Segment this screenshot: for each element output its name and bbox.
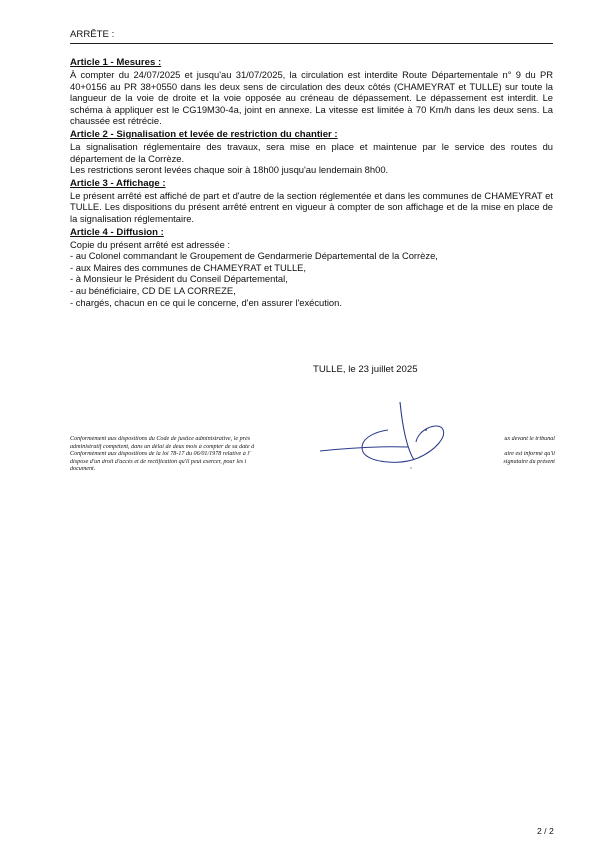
- article-2: [70, 129, 553, 176]
- legal-text: Conformément aux dispositions du Code de justice administrative, le prés: [70, 436, 251, 442]
- list-item: - aux Maires des communes de CHAMEYRAT et TULLE,: [70, 261, 307, 273]
- list-item: - au bénéficiaire, CD DE LA CORREZE,: [70, 284, 236, 296]
- list-item: - chargés, chacun en ce qui le concerne, d'en assurer l'exécution.: [70, 296, 342, 308]
- article-1: [70, 57, 553, 127]
- legal-text: Conformément aux dispositions de la loi 78-17 du 06/01/1978 relative à l': [70, 451, 251, 458]
- article-1-title: Article 1 - Mesures :: [70, 57, 162, 68]
- article-3: [70, 178, 553, 225]
- legal-text: aire est informé qu'il: [504, 451, 555, 458]
- legal-text: administratif compétent, dans un délai de deux mois à compter de sa date d: [70, 443, 255, 450]
- article-3-title: Article 3 - Affichage :: [70, 177, 166, 189]
- place-date: TULLE, le 23 juillet 2025: [313, 364, 418, 375]
- article-4: [70, 227, 553, 309]
- legal-text: document.: [70, 466, 96, 473]
- legal-text: signataire du présent: [503, 458, 555, 465]
- signature: [318, 392, 488, 477]
- article-4-title: Article 4 - Diffusion :: [70, 226, 164, 238]
- article-2-paragraph-2: Les restrictions seront levées chaque soir à 18h00 jusqu'au lendemain 8h00.: [70, 164, 389, 176]
- legal-text: dispose d'un droit d'accès et de rectification qu'il peut exercer, pour les i: [70, 458, 247, 465]
- distribution-list: [70, 250, 553, 308]
- header-title: ARRÊTE :: [70, 29, 115, 40]
- page-header: [70, 29, 553, 44]
- article-4-paragraph: Copie du présent arrêté est adressée :: [70, 238, 230, 250]
- article-3-paragraph: Le présent arrêté est affiché de part et d'autre de la section réglementée et dans les communes de CHAMEYRAT et TULLE. Les dispositions du présent arrêté entrent en vigueur à compter de son affichage et de la mise en place de la signalisation réglementaire.: [70, 189, 553, 224]
- article-2-paragraph-1: La signalisation réglementaire des travaux, sera mise en place et maintenue par le service des routes du département de la Corrèze.: [70, 140, 553, 164]
- list-item: - au Colonel commandant le Groupement de Gendarmerie Départemental de la Corrèze,: [70, 250, 438, 262]
- article-2-title: Article 2 - Signalisation et levée de restriction du chantier :: [70, 128, 338, 140]
- page-number: 2 / 2: [537, 826, 554, 836]
- list-item: - à Monsieur le Président du Conseil Départemental,: [70, 273, 288, 285]
- legal-text: ux devant le tribunal: [504, 436, 555, 442]
- article-1-paragraph: À compter du 24/07/2025 et jusqu'au 31/07/2025, la circulation est interdite Route Départementale n° 9 du PR 40+0156 au PR 38+0550 dans les deux sens de circulation des deux côtés (CHAMEYRAT et TULLE) sur toute la langueur de la voie de droite et la voie opposée au créneau de dépassement. Le dépassement est interdit. Le schéma à appliquer est le CG19M30-4a, joint en annexe. La vitesse est limitée à 70 Km/h dans les deux sens. La chaussée est rétrécie.: [70, 69, 553, 127]
- document-body: [70, 57, 553, 310]
